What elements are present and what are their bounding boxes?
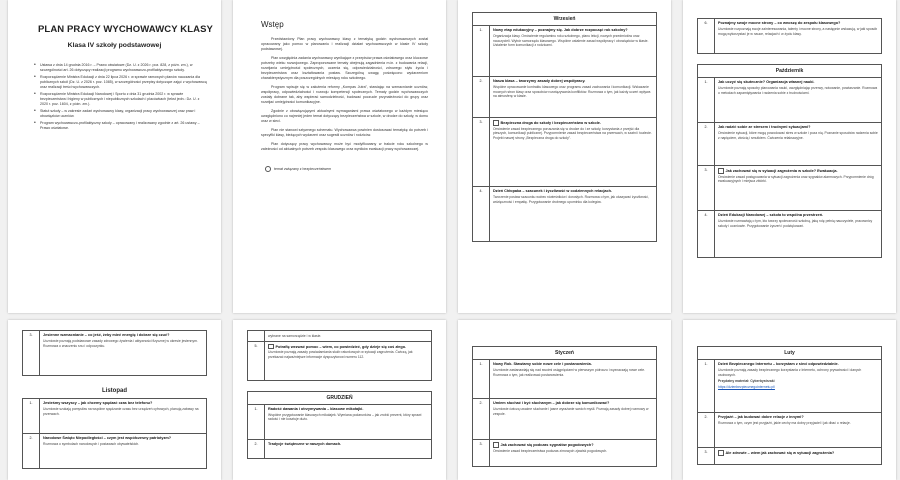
item-heading: Tradycje świąteczne w naszych domach.	[268, 441, 342, 446]
item-heading: Nasza klasa – tworzymy zasady dobrej współpracy.	[493, 79, 586, 83]
table-row	[715, 78, 882, 123]
item-text: Uczniowie rozpoznają swoje zainteresowania, talenty i mocne strony, a następnie wskazują, w jaki sposób mogą wykorzystać je w nauce, relacjach i w życiu klasy.	[718, 27, 878, 36]
legend-safety	[265, 166, 446, 172]
january-table	[472, 346, 657, 467]
item-number: 3.	[23, 331, 40, 376]
item-heading: Dzień Chłopaka – szacunek i życzliwość w codziennych relacjach.	[493, 189, 613, 193]
table-row	[490, 399, 657, 440]
item-number: 3.	[698, 448, 715, 465]
item-heading: Poznajmy swoje mocne strony – co wnoszę do zespołu klasowego?	[718, 21, 841, 25]
item-text: Uczniowie zastanawiają się nad swoimi osiągnięciami w pierwszym półroczu i wyznaczają nowe cele. Rozmowa o tym, jak realizować postanowienia.	[493, 368, 646, 377]
document-page-4	[683, 0, 896, 313]
october-table	[697, 64, 882, 258]
table-row	[715, 448, 882, 465]
month-heading: GRUDZIEŃ	[248, 391, 432, 404]
item-heading: Potrafię wezwać pomoc – wiem, co powiedzieć, gdy dzieje się coś złego.	[275, 344, 407, 349]
item-number: 4.	[473, 187, 490, 242]
item-number: 1.	[698, 78, 715, 123]
checkbox-icon	[268, 344, 274, 350]
table-row	[40, 434, 207, 469]
item-text: Rozmowa o tym, czym jest przyjaźń, jakie cechy ma dobry przyjaciel i jak dbać o relacje.	[718, 421, 851, 425]
document-page-2	[233, 0, 446, 313]
november-table	[22, 398, 207, 469]
september-table	[472, 12, 657, 242]
month-heading: Styczeń	[473, 347, 657, 360]
item-heading: Dzień Edukacji Narodowej – szkoła to wspólna przestrzeń.	[718, 213, 824, 217]
table-row	[715, 413, 882, 448]
item-heading: Ale zdrowie – wiem jak zachować się w sytuacji zagrożenia?	[725, 450, 835, 455]
december-intro-table	[247, 330, 432, 381]
material-label: Przydatny materiał: Cyberbystrzaki	[718, 379, 775, 384]
intro-paragraph: Plan dotyczący pracy wychowawcy może być modyfikowany w trakcie roku szkolnego w zależności od aktualnych potrzeb zespołu klasowego oraz wyników ewaluacji pracy wychowawczej.	[261, 142, 428, 151]
item-text: Uczniowie szukają pomysłów na wspólne spędzanie czasu bez urządzeń cyfrowych, planują zabawy na przerwach.	[43, 407, 199, 416]
item-text: Omówienie zasad postępowania w sytuacji zagrożenia oraz sygnałów alarmowych. Przypomnienie dróg ewakuacyjnych i miejsca zbiórki.	[718, 174, 874, 184]
item-text: Omówienie zasad bezpieczeństwa podczas zimowych zjawisk pogodowych.	[493, 448, 608, 453]
item-text: Omówienie zasad bezpiecznego poruszania się w drodze do i ze szkoły, korzystania z przejść dla pieszych, komunikacji publicznej. Przypomnienie zasad bezpieczeństwa na przerwach, w szatni i toalecie. Projekt naszej strony „Bezpieczna droga do szkoły”.	[493, 126, 652, 140]
item-heading: Jesienne wzmacnianie – co jeść, żeby mieć energię i dobrze się czuć?	[43, 333, 170, 337]
list-item: • Program wychowawczo-profilaktyczny szkoły – opracowany i realizowany zgodnie z art. 26 ustawy – Prawo oświatowe.	[34, 121, 207, 131]
checkbox-icon	[493, 442, 499, 448]
item-heading: Jak uczyć się skutecznie? Organizacja własnej nauki.	[718, 80, 815, 84]
table-row	[715, 123, 882, 166]
table-row	[715, 166, 882, 211]
item-heading: Nowy etap edukacyjny – poznajmy się. Jak dobrze rozpocząć rok szkolny?	[493, 28, 628, 32]
item-heading: Jak zachować się w sytuacji zagrożenia w szkole? Ewakuacja.	[725, 168, 838, 173]
material-link[interactable]: https://dzienbezpiecznegointernetu.pl/	[718, 384, 775, 389]
item-text: Tworzenie postaw szacunku wobec rówieśników i dorosłych. Rozmowa o tym, jak okazywać życzliwość, wdzięczność i empatię. Przygotowanie drobnego upominku dla kolegów.	[493, 195, 649, 204]
table-row	[40, 331, 207, 376]
table-row	[715, 211, 882, 258]
plan-subtitle: Klasa IV szkoły podstawowej	[67, 42, 162, 49]
item-text: Uczniowie poznają zasady powiadamiania służb ratunkowych w sytuacji zagrożenia. Ćwiczą, jak przekazać najważniejsze informacje dyspozytorowi numeru 112.	[268, 350, 413, 359]
document-page-6	[233, 320, 446, 480]
item-number: 6.	[698, 19, 715, 54]
item-heading: Narodowe Święto Niepodległości – czym jest współczesny patriotyzm?	[43, 436, 172, 440]
intro-paragraph: Plan nie stanowi sztywnego schematu. Wychowawca powinien dostosować tematykę do potrzeb i specyfiki klasy, bieżących wydarzeń oraz sugestii uczniów i rodziców.	[261, 128, 428, 137]
month-heading: Luty	[698, 347, 882, 360]
item-text: Omówienie sytuacji, które mogą powodować stres w szkole i poza nią. Poznanie sposobów radzenia sobie z napięciem, złością i smutkiem. Ćwiczenia relaksacyjne.	[718, 131, 878, 140]
table-row	[490, 360, 657, 399]
table-row	[490, 187, 657, 242]
item-number: 3.	[698, 166, 715, 211]
november-intro-table	[22, 330, 207, 376]
item-number: 2.	[248, 439, 265, 458]
item-heading: Radość dawania i otrzymywania – klasowe mikołajki.	[268, 406, 364, 411]
plan-title: PLAN PRACY WYCHOWAWCY KLASY	[38, 24, 213, 35]
intro-paragraph: Program wpisuje się w założenia reformy „Kompas Jutra”, stawiając na wzmacnianie uczniów, współpracy, odpowiedzialności i rozwoju kompetencji społecznych. Tematy godzin wychowawczych zostały dobrane tak, aby wspierać samodzielność, budować poczucie przynależności do grupy oraz rozwijać umiejętności komunikacyjne.	[261, 85, 428, 104]
legend-label: temat związany z bezpieczeństwem	[274, 166, 332, 171]
list-item: • Rozporządzenie Ministra Edukacji Narodowej i Sportu z dnia 31 grudnia 2002 r. w sprawie bezpieczeństwa i higieny w publicznych i niepublicznych szkołach i placówkach (tekst jedn.: Dz. U. z 2020 r. poz. 1604, z późn. zm.).	[34, 92, 207, 107]
checkbox-icon	[718, 450, 724, 456]
item-heading: Umiem słuchać i być słuchanym – jak dobrze się komunikować?	[493, 401, 610, 405]
item-heading: Jesteśmy wszyscy – jak chcemy spędzać czas bez telefonu?	[43, 401, 153, 405]
month-heading: Listopad	[102, 388, 127, 394]
list-item: • Ustawa z dnia 14 grudnia 2016 r. – Prawo oświatowe (Dz. U. z 2026 r. poz. 828, z późn. zm.), w szczególności art. 26 dotyczący realizacji programu wychowawczo-profilaktycznego szkoły.	[34, 63, 207, 73]
item-number: 1.	[473, 360, 490, 399]
february-table	[697, 346, 882, 465]
table-row	[715, 360, 882, 413]
table-row	[265, 331, 432, 342]
table-row	[265, 439, 432, 458]
month-heading: Październik	[698, 65, 882, 78]
document-page-5	[8, 320, 221, 480]
item-number: 3.	[473, 118, 490, 187]
intro-paragraph: Przedstawiony Plan pracy wychowawcy klasy z tematyką godzin wychowawczych został opracowany jako pomoc w planowaniu i realizacji działań wychowawczych w klasie IV szkoły podstawowej.	[261, 37, 428, 51]
intro-paragraph: Zgodnie z obowiązującymi aktualnymi wymaganiami prawa oświatowego w każdym miesiącu uwzględniono co najmniej jeden temat dotyczący bezpieczeństwa w szkole, w drodze do szkoły, w domu oraz w sieci.	[261, 109, 428, 123]
item-text: Uczniowie poznają sposoby planowania nauki, uwzględniając przerwy, notowanie, powtarzanie. Rozmowa o metodach zapamiętywania i radzenia sobie z trudnościami.	[718, 86, 878, 95]
item-number: 2.	[23, 434, 40, 469]
item-number: 2.	[473, 399, 490, 440]
item-text: Uczniowie ćwiczą uważne słuchanie i jasne wyrażanie swoich myśli. Poznają zasady dobrej rozmowy w zespole.	[493, 407, 649, 416]
item-heading: Nowy Rok. Stawiamy sobie nowe cele i postanowienia.	[493, 362, 592, 366]
item-heading: Przyjaźń – jak budować dobre relacje z innymi?	[718, 415, 804, 419]
checkbox-icon	[493, 120, 499, 126]
item-number: 5.	[248, 341, 265, 380]
checkbox-icon	[718, 168, 724, 174]
item-heading: Bezpieczna droga do szkoły i bezpieczeństwo w szkole.	[500, 120, 601, 125]
table-row	[265, 341, 432, 380]
document-page-1	[8, 0, 221, 313]
item-number: 2.	[473, 77, 490, 118]
item-number: 1.	[248, 404, 265, 439]
item-number: 1.	[23, 399, 40, 434]
item-text: Uczniowie poznają zasady bezpiecznego korzystania z Internetu, ochrony prywatności i danych osobowych.	[718, 368, 862, 377]
item-text: Wspólne opracowanie kontraktu klasowego oraz programu zasad zachowania i komunikacji. Wskazanie mocnych stron klasy oraz sposobów rozwiązywania konfliktów. Rozmowa o tym, jak każdy uczeń wpływa na atmosferę w klasie.	[493, 85, 651, 99]
radio-icon	[265, 166, 271, 172]
document-page-8	[683, 320, 896, 480]
item-number: 4.	[698, 211, 715, 258]
table-row	[490, 440, 657, 467]
item-number: 3.	[473, 440, 490, 467]
table-row	[490, 118, 657, 187]
item-text: Uczniowie rozmawiają o tym, kto tworzy społeczność szkolną, jaką rolę pełnią nauczyciele, pracownicy szkoły i uczniowie. Przygotowanie życzeń i podziękowań.	[718, 219, 873, 228]
item-heading: Jak radzić sobie ze stresem i trudnymi sytuacjami?	[718, 125, 811, 129]
item-number: 2.	[698, 413, 715, 448]
table-row	[40, 399, 207, 434]
table-row	[265, 404, 432, 439]
table-row	[490, 77, 657, 118]
item-text: Wspólne przygotowanie klasowych mikołajek. Wymiana podarunków – jak zrobić prezent, który sprawi radość i nie kosztuje dużo.	[268, 412, 422, 422]
table-row	[715, 19, 882, 54]
list-item: • Statut szkoły – w zakresie zadań wychowawcy klasy, organizacji pracy wychowawczej oraz praw i obowiązków uczniów.	[34, 109, 207, 119]
document-page-7	[458, 320, 671, 480]
item-text: Organizacja klasy. Omówienie regulaminu roku szkolnego, planu lekcji, nowych przedmiotów oraz nauczycieli. Wybór samorządu klasowego. Wspólne ustalenie zasad współpracy i obowiązków w klasie. Ustalenie form komunikacji z rodzicami.	[493, 34, 649, 48]
document-page-3	[458, 0, 671, 313]
item-text: Rozmowa o symbolach narodowych i postawach obywatelskich.	[43, 442, 140, 446]
item-number: 1.	[473, 26, 490, 77]
legal-basis-list	[34, 63, 207, 131]
table-row	[490, 26, 657, 77]
item-number	[248, 331, 265, 342]
item-heading: Jak zachować się podczas sygnałów pogodowych?	[500, 442, 594, 447]
intro-paragraph: Plan uwzględnia zadania wychowawcy wynikające z przepisów prawa oświatowego oraz kluczowe potrzeby wieku rozwojowego. Zaproponowane tematy obejmują zagadnienia m.in. z budowania relacji, rozwijania umiejętności społecznych, uczenia się, odpowiedzialności, zdrowego stylu życia i bezpieczeństwa oraz kształtowania postaw. Szczególną uwagę poświęcono wydarzeniom charakterystycznym dla poszczególnych miesięcy roku szkolnego.	[261, 56, 428, 80]
december-table	[247, 391, 432, 459]
item-number: 1.	[698, 360, 715, 413]
item-text: Uczniowie poznają podstawowe zasady zdrowego żywienia i aktywności fizycznej w okresie jesiennym. Rozmowa o znaczeniu snu i odpoczynku.	[43, 339, 198, 348]
item-number: 2.	[698, 123, 715, 166]
intro-heading: Wstęp	[261, 20, 284, 29]
list-item: • Rozporządzenie Ministra Edukacji z dnia 22 lipca 2026 r. w sprawie ramowych planów nauczania dla publicznych szkół (Dz. U. z 2026 r. poz. 1085), w szczególności przepisy dotyczące zajęć z wychowawcą oraz realizacji treści wychowawczych.	[34, 75, 207, 90]
october-intro-table	[697, 18, 882, 54]
item-text: wybrane na samorządzie i w klasie.	[268, 334, 322, 338]
month-heading: Wrzesień	[473, 13, 657, 26]
item-heading: Dzień Bezpiecznego Internetu – korzystam z sieci odpowiedzialnie.	[718, 362, 839, 366]
